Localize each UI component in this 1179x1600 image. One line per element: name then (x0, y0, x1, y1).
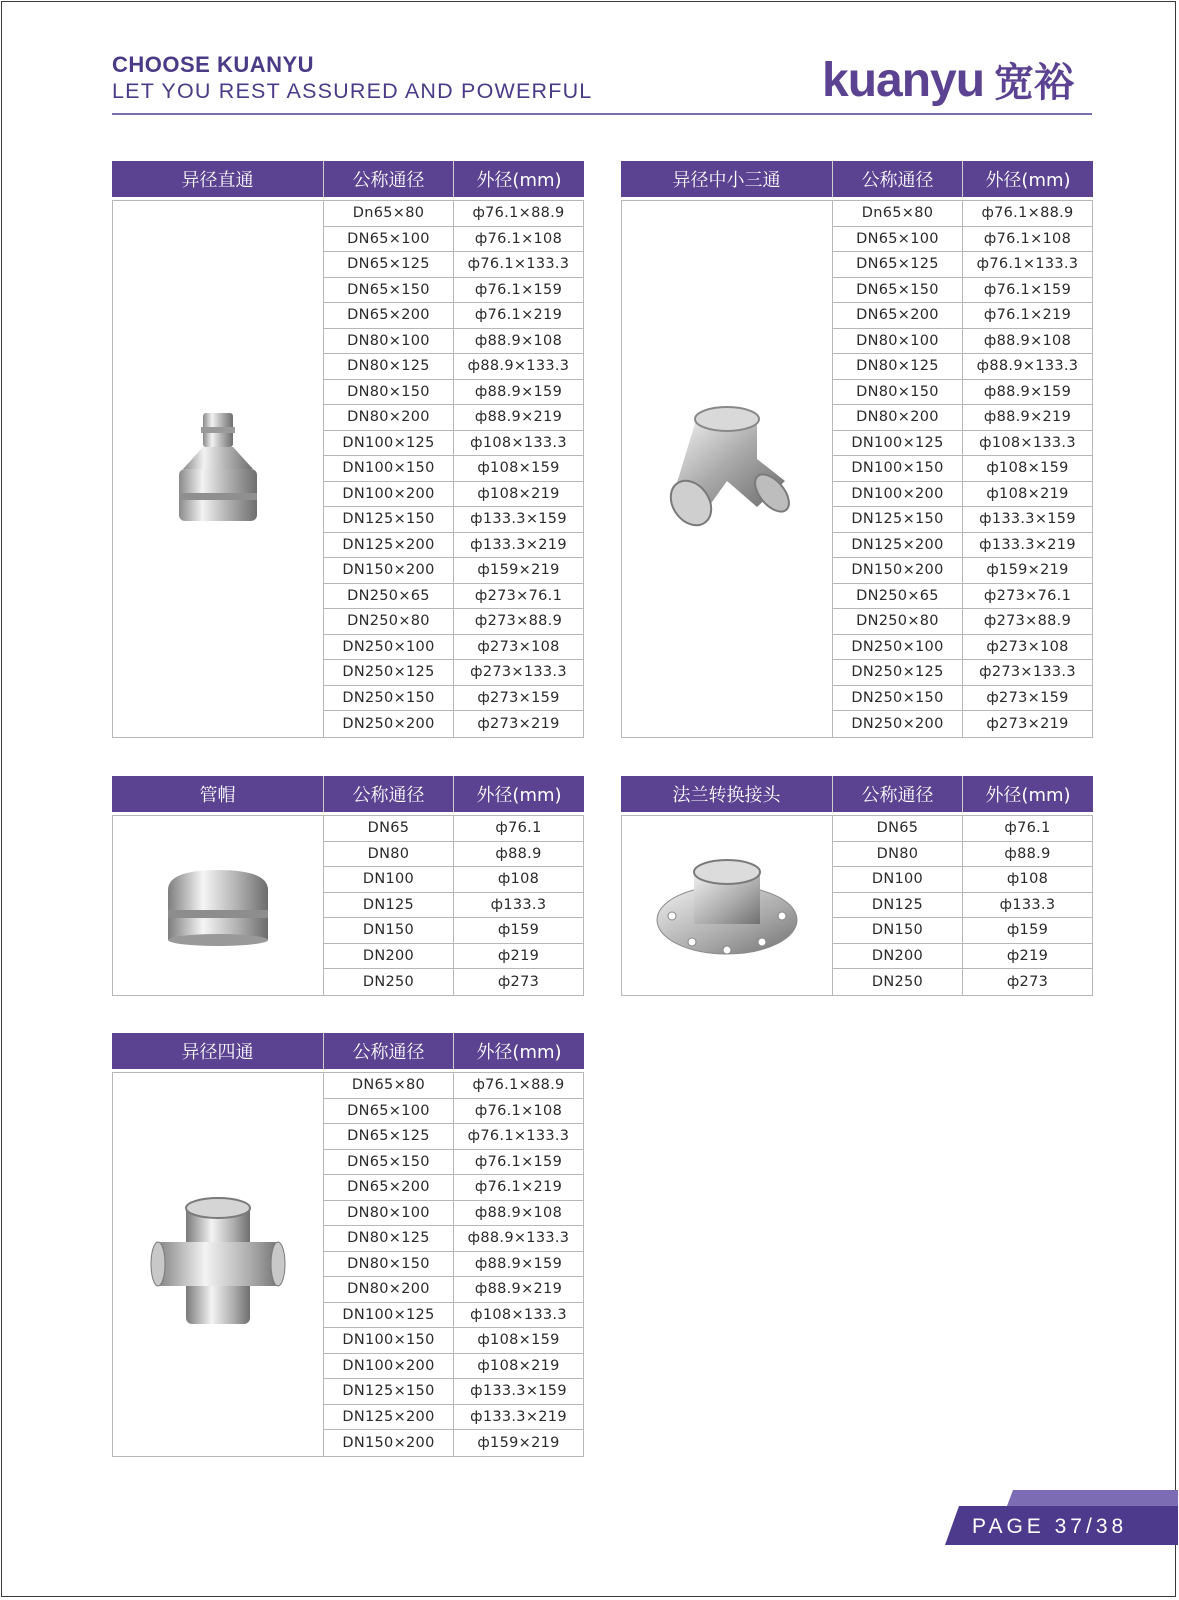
nominal-diameter-cell: DN65 (833, 816, 963, 841)
outer-diameter-cell: ф159 (454, 918, 584, 943)
table-row (833, 227, 1093, 253)
outer-diameter-cell: ф76.1×219 (454, 303, 584, 328)
outer-diameter-cell: ф219 (963, 944, 1093, 969)
cross-fitting-icon (148, 1194, 288, 1334)
outer-diameter-cell: ф273×76.1 (963, 584, 1093, 609)
table-rows (324, 201, 584, 737)
table-header (112, 161, 584, 197)
outer-diameter-cell: ф133.3 (454, 893, 584, 918)
table-reducing-cross (112, 1033, 584, 1457)
product-image-cap (113, 816, 324, 995)
outer-diameter-cell: ф219 (454, 944, 584, 969)
outer-diameter-cell: ф76.1 (454, 816, 584, 841)
table-row (324, 405, 584, 431)
outer-diameter-cell: ф273×108 (963, 635, 1093, 660)
outer-diameter-cell: ф76.1×88.9 (454, 201, 584, 226)
reducer-icon (163, 409, 273, 529)
table-title: 异径四通 (112, 1033, 324, 1069)
table-row (324, 1430, 584, 1456)
table-row (833, 893, 1093, 919)
nominal-diameter-cell: DN125×200 (324, 1405, 454, 1430)
kuanyu-logo (822, 50, 1094, 110)
nominal-diameter-cell: DN125 (833, 893, 963, 918)
table-row (833, 558, 1093, 584)
nominal-diameter-cell: DN250×125 (833, 660, 963, 685)
table-title: 法兰转换接头 (621, 776, 833, 812)
outer-diameter-cell: ф108×219 (454, 1354, 584, 1379)
nominal-diameter-cell: DN65×150 (324, 278, 454, 303)
table-row (833, 686, 1093, 712)
nominal-diameter-cell: DN150 (324, 918, 454, 943)
page-number: PAGE 37/38 (972, 1515, 1128, 1538)
nominal-diameter-cell: DN65×125 (324, 1124, 454, 1149)
nominal-diameter-cell: DN250×65 (833, 584, 963, 609)
pipe-cap-icon (158, 860, 278, 950)
outer-diameter-cell: ф108×133.3 (963, 431, 1093, 456)
nominal-diameter-cell: DN250×65 (324, 584, 454, 609)
outer-diameter-cell: ф159×219 (963, 558, 1093, 583)
nominal-diameter-cell: DN65 (324, 816, 454, 841)
table-row (833, 482, 1093, 508)
nominal-diameter-cell: DN80×150 (324, 380, 454, 405)
table-row (833, 431, 1093, 457)
outer-diameter-cell: ф133.3×159 (454, 1379, 584, 1404)
nominal-diameter-cell: DN250×80 (324, 609, 454, 634)
table-row (324, 278, 584, 304)
outer-diameter-cell: ф273×159 (963, 686, 1093, 711)
nominal-diameter-cell: DN100×125 (324, 1303, 454, 1328)
nominal-diameter-cell: DN250×125 (324, 660, 454, 685)
nominal-diameter-cell: DN200 (324, 944, 454, 969)
col-outer-diameter: 外径(mm) (476, 785, 562, 806)
table-header (112, 776, 584, 812)
table-row (324, 201, 584, 227)
nominal-diameter-cell: DN250×80 (833, 609, 963, 634)
nominal-diameter-cell: DN100 (833, 867, 963, 892)
outer-diameter-cell: ф159×219 (454, 1430, 584, 1456)
table-row (324, 482, 584, 508)
nominal-diameter-cell: DN125×150 (324, 507, 454, 532)
col-nominal-diameter: 公称通径 (324, 776, 454, 812)
nominal-diameter-cell: DN80×100 (833, 329, 963, 354)
table-row (833, 507, 1093, 533)
nominal-diameter-cell: DN100×150 (833, 456, 963, 481)
outer-diameter-cell: ф108×159 (454, 1328, 584, 1353)
table-row (833, 635, 1093, 661)
table-row (324, 969, 584, 995)
outer-diameter-cell: ф76.1×133.3 (454, 252, 584, 277)
nominal-diameter-cell: DN125×150 (833, 507, 963, 532)
col-nominal-diameter: 公称通径 (324, 161, 454, 197)
nominal-diameter-cell: DN250×200 (324, 711, 454, 737)
col-outer-diameter: 外径(mm) (476, 1042, 562, 1063)
nominal-diameter-cell: DN65×150 (324, 1150, 454, 1175)
nominal-diameter-cell: DN125 (324, 893, 454, 918)
table-row (324, 354, 584, 380)
table-row (324, 1303, 584, 1329)
table-row (324, 1277, 584, 1303)
nominal-diameter-cell: DN65×125 (833, 252, 963, 277)
nominal-diameter-cell: DN80×125 (833, 354, 963, 379)
table-reducing-straight (112, 161, 584, 738)
outer-diameter-cell: ф88.9×108 (454, 1201, 584, 1226)
table-row (324, 1405, 584, 1431)
outer-diameter-cell: ф88.9×108 (963, 329, 1093, 354)
table-row (324, 507, 584, 533)
outer-diameter-cell: ф273 (963, 969, 1093, 995)
table-row (833, 660, 1093, 686)
outer-diameter-cell: ф273×76.1 (454, 584, 584, 609)
table-row (324, 1175, 584, 1201)
table-row (833, 354, 1093, 380)
nominal-diameter-cell: DN100×125 (324, 431, 454, 456)
table-row (324, 380, 584, 406)
table-row (833, 969, 1093, 995)
nominal-diameter-cell: DN80 (833, 842, 963, 867)
table-row (324, 1328, 584, 1354)
table-row (324, 1073, 584, 1099)
product-image-cross (113, 1073, 324, 1456)
outer-diameter-cell: ф108×219 (963, 482, 1093, 507)
outer-diameter-cell: ф76.1×108 (454, 1099, 584, 1124)
outer-diameter-cell: ф108×133.3 (454, 431, 584, 456)
table-row (833, 303, 1093, 329)
nominal-diameter-cell: DN80×100 (324, 329, 454, 354)
table-row (833, 405, 1093, 431)
nominal-diameter-cell: DN100×150 (324, 456, 454, 481)
table-row (324, 1226, 584, 1252)
table-row (324, 867, 584, 893)
outer-diameter-cell: ф88.9×159 (454, 1252, 584, 1277)
col-nominal-diameter: 公称通径 (833, 776, 963, 812)
outer-diameter-cell: ф108×159 (454, 456, 584, 481)
outer-diameter-cell: ф76.1×159 (454, 1150, 584, 1175)
nominal-diameter-cell: DN80×150 (833, 380, 963, 405)
table-row (324, 558, 584, 584)
outer-diameter-cell: ф133.3×219 (454, 1405, 584, 1430)
table-header (112, 1033, 584, 1069)
header-subtitle: LET YOU REST ASSURED AND POWERFUL (112, 79, 593, 103)
table-row (833, 584, 1093, 610)
table-title: 异径中小三通 (621, 161, 833, 197)
outer-diameter-cell: ф76.1×108 (454, 227, 584, 252)
outer-diameter-cell: ф108×219 (454, 482, 584, 507)
outer-diameter-cell: ф88.9×133.3 (454, 1226, 584, 1251)
outer-diameter-cell: ф159 (963, 918, 1093, 943)
table-rows (833, 816, 1093, 995)
nominal-diameter-cell: DN80 (324, 842, 454, 867)
table-row (324, 303, 584, 329)
nominal-diameter-cell: DN65×150 (833, 278, 963, 303)
table-row (324, 660, 584, 686)
nominal-diameter-cell: DN125×150 (324, 1379, 454, 1404)
table-row (324, 1150, 584, 1176)
table-row (833, 380, 1093, 406)
outer-diameter-cell: ф133.3×219 (454, 533, 584, 558)
nominal-diameter-cell: DN125×200 (324, 533, 454, 558)
table-row (324, 329, 584, 355)
table-row (324, 609, 584, 635)
outer-diameter-cell: ф108 (963, 867, 1093, 892)
outer-diameter-cell: ф273×159 (454, 686, 584, 711)
outer-diameter-cell: ф88.9×159 (454, 380, 584, 405)
outer-diameter-cell: ф273×219 (454, 711, 584, 737)
nominal-diameter-cell: DN80×150 (324, 1252, 454, 1277)
table-rows (324, 1073, 584, 1456)
table-row (324, 584, 584, 610)
table-row (833, 609, 1093, 635)
outer-diameter-cell: ф76.1 (963, 816, 1093, 841)
product-image-tee (622, 201, 833, 737)
nominal-diameter-cell: DN65×80 (324, 1073, 454, 1098)
table-row (324, 456, 584, 482)
nominal-diameter-cell: DN80×125 (324, 354, 454, 379)
nominal-diameter-cell: DN80×200 (324, 1277, 454, 1302)
table-row (833, 278, 1093, 304)
table-row (324, 686, 584, 712)
nominal-diameter-cell: DN250×100 (833, 635, 963, 660)
outer-diameter-cell: ф159×219 (454, 558, 584, 583)
outer-diameter-cell: ф76.1×88.9 (454, 1073, 584, 1098)
header-title: CHOOSE KUANYU (112, 52, 315, 77)
table-row (324, 252, 584, 278)
table-row (833, 867, 1093, 893)
outer-diameter-cell: ф88.9 (963, 842, 1093, 867)
nominal-diameter-cell: DN100×200 (324, 1354, 454, 1379)
nominal-diameter-cell: DN65×100 (833, 227, 963, 252)
outer-diameter-cell: ф88.9×219 (454, 405, 584, 430)
outer-diameter-cell: ф76.1×133.3 (454, 1124, 584, 1149)
outer-diameter-cell: ф76.1×159 (454, 278, 584, 303)
table-rows (833, 201, 1093, 737)
table-row (833, 816, 1093, 842)
nominal-diameter-cell: DN100×150 (324, 1328, 454, 1353)
table-row (324, 1201, 584, 1227)
nominal-diameter-cell: DN150×200 (324, 1430, 454, 1456)
outer-diameter-cell: ф273×133.3 (454, 660, 584, 685)
outer-diameter-cell: ф76.1×88.9 (963, 201, 1093, 226)
outer-diameter-cell: ф273×88.9 (454, 609, 584, 634)
table-row (324, 1379, 584, 1405)
outer-diameter-cell: ф133.3 (963, 893, 1093, 918)
table-row (324, 635, 584, 661)
outer-diameter-cell: ф88.9×133.3 (454, 354, 584, 379)
outer-diameter-cell: ф76.1×108 (963, 227, 1093, 252)
table-row (833, 201, 1093, 227)
table-row (833, 533, 1093, 559)
outer-diameter-cell: ф273 (454, 969, 584, 995)
nominal-diameter-cell: DN150 (833, 918, 963, 943)
nominal-diameter-cell: DN100×200 (833, 482, 963, 507)
nominal-diameter-cell: DN125×200 (833, 533, 963, 558)
nominal-diameter-cell: Dn65×80 (833, 201, 963, 226)
nominal-diameter-cell: DN200 (833, 944, 963, 969)
table-row (833, 711, 1093, 737)
outer-diameter-cell: ф133.3×159 (454, 507, 584, 532)
table-row (833, 842, 1093, 868)
outer-diameter-cell: ф88.9×133.3 (963, 354, 1093, 379)
table-reducing-tee (621, 161, 1093, 738)
outer-diameter-cell: ф88.9×159 (963, 380, 1093, 405)
tee-icon (657, 399, 797, 539)
nominal-diameter-cell: DN150×200 (324, 558, 454, 583)
table-row (833, 918, 1093, 944)
outer-diameter-cell: ф76.1×133.3 (963, 252, 1093, 277)
table-header (621, 776, 1093, 812)
nominal-diameter-cell: DN100×125 (833, 431, 963, 456)
outer-diameter-cell: ф273×108 (454, 635, 584, 660)
table-row (324, 711, 584, 737)
outer-diameter-cell: ф88.9×219 (963, 405, 1093, 430)
table-header (621, 161, 1093, 197)
table-row (324, 1354, 584, 1380)
nominal-diameter-cell: DN100 (324, 867, 454, 892)
table-row (324, 842, 584, 868)
col-nominal-diameter: 公称通径 (833, 161, 963, 197)
table-row (324, 431, 584, 457)
nominal-diameter-cell: DN65×125 (324, 252, 454, 277)
col-nominal-diameter: 公称通径 (324, 1033, 454, 1069)
header-divider (112, 113, 1092, 115)
nominal-diameter-cell: DN250×200 (833, 711, 963, 737)
nominal-diameter-cell: Dn65×80 (324, 201, 454, 226)
product-image-reducer (113, 201, 324, 737)
table-row (324, 918, 584, 944)
nominal-diameter-cell: DN100×200 (324, 482, 454, 507)
col-outer-diameter: 外径(mm) (476, 170, 562, 191)
table-pipe-cap (112, 776, 584, 996)
outer-diameter-cell: ф88.9×108 (454, 329, 584, 354)
nominal-diameter-cell: DN80×200 (833, 405, 963, 430)
nominal-diameter-cell: DN65×100 (324, 1099, 454, 1124)
table-flange-adapter (621, 776, 1093, 996)
nominal-diameter-cell: DN65×200 (324, 303, 454, 328)
table-title: 管帽 (112, 776, 324, 812)
nominal-diameter-cell: DN150×200 (833, 558, 963, 583)
nominal-diameter-cell: DN80×100 (324, 1201, 454, 1226)
nominal-diameter-cell: DN250×150 (833, 686, 963, 711)
outer-diameter-cell: ф108×133.3 (454, 1303, 584, 1328)
outer-diameter-cell: ф273×219 (963, 711, 1093, 737)
outer-diameter-cell: ф88.9×219 (454, 1277, 584, 1302)
col-outer-diameter: 外径(mm) (985, 785, 1071, 806)
table-rows (324, 816, 584, 995)
outer-diameter-cell: ф133.3×219 (963, 533, 1093, 558)
product-image-flange (622, 816, 833, 995)
col-outer-diameter: 外径(mm) (985, 170, 1071, 191)
table-row (324, 1099, 584, 1125)
outer-diameter-cell: ф273×88.9 (963, 609, 1093, 634)
nominal-diameter-cell: DN250 (833, 969, 963, 995)
outer-diameter-cell: ф88.9 (454, 842, 584, 867)
outer-diameter-cell: ф76.1×159 (963, 278, 1093, 303)
flange-adapter-icon (652, 850, 802, 960)
table-row (324, 893, 584, 919)
table-row (324, 944, 584, 970)
nominal-diameter-cell: DN250×100 (324, 635, 454, 660)
table-row (833, 329, 1093, 355)
nominal-diameter-cell: DN80×200 (324, 405, 454, 430)
nominal-diameter-cell: DN65×100 (324, 227, 454, 252)
outer-diameter-cell: ф108 (454, 867, 584, 892)
outer-diameter-cell: ф76.1×219 (963, 303, 1093, 328)
outer-diameter-cell: ф108×159 (963, 456, 1093, 481)
table-row (833, 252, 1093, 278)
outer-diameter-cell: ф273×133.3 (963, 660, 1093, 685)
outer-diameter-cell: ф133.3×159 (963, 507, 1093, 532)
table-row (324, 1124, 584, 1150)
table-title: 异径直通 (112, 161, 324, 197)
table-row (324, 227, 584, 253)
nominal-diameter-cell: DN250×150 (324, 686, 454, 711)
table-row (324, 816, 584, 842)
nominal-diameter-cell: DN65×200 (324, 1175, 454, 1200)
nominal-diameter-cell: DN80×125 (324, 1226, 454, 1251)
table-row (324, 533, 584, 559)
table-row (833, 944, 1093, 970)
table-row (833, 456, 1093, 482)
logo-cjk: 宽裕 (994, 60, 1074, 106)
logo-latin: kuanyu (822, 54, 985, 107)
nominal-diameter-cell: DN250 (324, 969, 454, 995)
outer-diameter-cell: ф76.1×219 (454, 1175, 584, 1200)
nominal-diameter-cell: DN65×200 (833, 303, 963, 328)
table-row (324, 1252, 584, 1278)
